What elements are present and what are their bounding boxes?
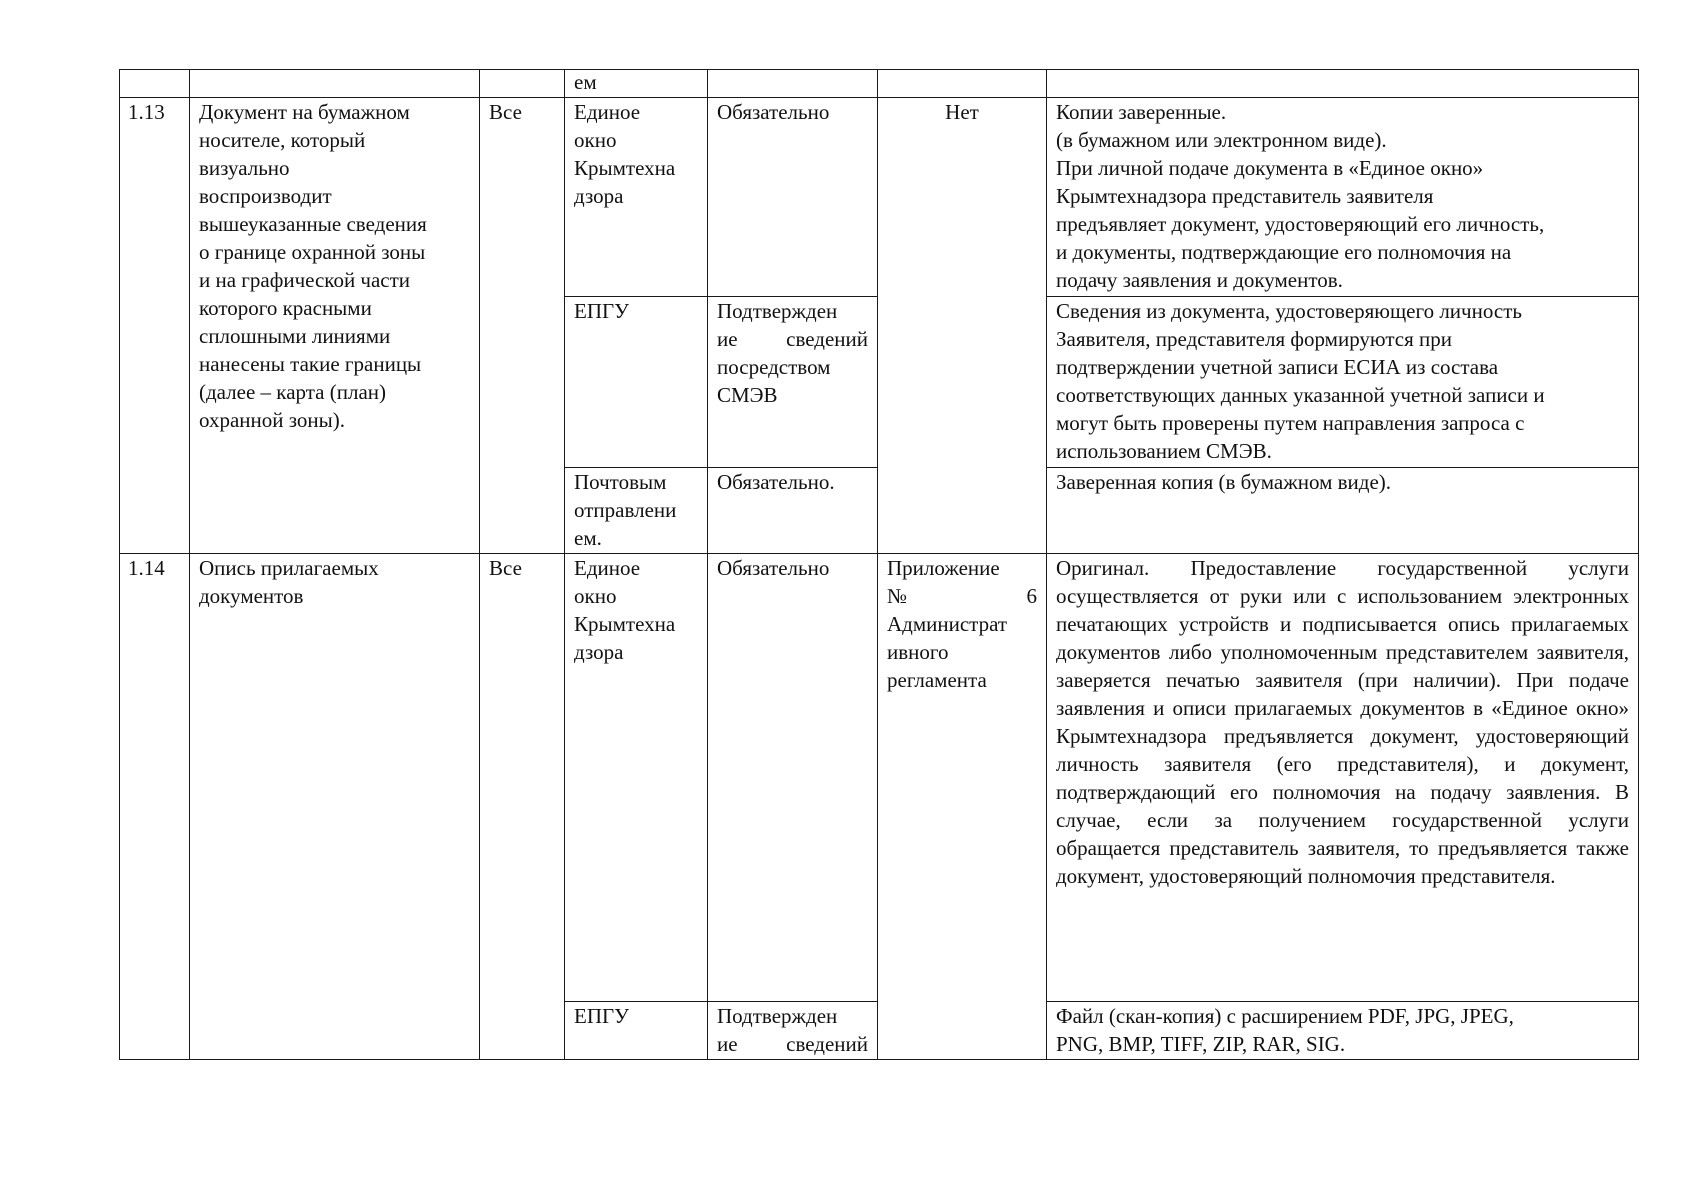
cell-document-name-1-14 — [190, 554, 480, 1060]
cell-channel — [565, 297, 708, 468]
name-line: охранной зоны). — [199, 408, 346, 432]
name-line: вышеуказанные сведения — [199, 212, 427, 236]
category-text: Все — [489, 100, 522, 124]
cell-note — [1047, 554, 1639, 1002]
requirement-line: посредством — [717, 355, 831, 379]
note-line: подтверждении учетной записи ЕСИА из состава — [1056, 355, 1499, 379]
channel-line: Единое — [574, 556, 641, 580]
cell-channel — [565, 70, 708, 98]
category-text: Все — [489, 556, 522, 580]
cell-requirement — [708, 98, 878, 297]
cell-category-1-14 — [480, 554, 565, 1060]
cell-number-1-14 — [120, 554, 190, 1060]
note-line: Копии заверенные. — [1056, 100, 1227, 124]
name-line: о границе охранной зоны — [199, 240, 426, 264]
note-line: Заверенная копия (в бумажном виде). — [1056, 470, 1392, 494]
cell-note — [1047, 98, 1639, 297]
name-line: сплошными линиями — [199, 324, 391, 348]
note-line: Крымтехнадзора представитель заявителя — [1056, 184, 1434, 208]
cell-note — [1047, 70, 1639, 98]
cell-note — [1047, 297, 1639, 468]
channel-line: Единое — [574, 100, 641, 124]
basis-line: ивного — [887, 640, 949, 664]
basis-line: Приложение — [887, 556, 1000, 580]
name-line: носителе, который — [199, 128, 366, 152]
note-line: и документы, подтверждающие его полномочия на — [1056, 240, 1512, 264]
channel-line: ем. — [574, 526, 602, 550]
channel-line: Крымтехна — [574, 156, 676, 180]
name-line: Опись прилагаемых — [199, 556, 379, 580]
note-line: предъявляет документ, удостоверяющий его личность, — [1056, 212, 1545, 236]
basis-line: регламента — [887, 668, 987, 692]
channel-line: дзора — [574, 640, 624, 664]
note-line: PNG, BMP, TIFF, ZIP, RAR, SIG. — [1056, 1032, 1346, 1056]
cell-category-1-13 — [480, 98, 565, 554]
cell-channel — [565, 468, 708, 554]
row-number: 1.14 — [128, 556, 165, 580]
requirement-line: Обязательно. — [717, 470, 835, 494]
channel-line: Крымтехна — [574, 612, 676, 636]
name-line: воспроизводит — [199, 184, 332, 208]
table-row-1-13-window — [120, 98, 1639, 297]
cell-requirement — [708, 297, 878, 468]
cell-document-name-1-13 — [190, 98, 480, 554]
cell-requirement — [708, 1002, 878, 1060]
cell-document-name — [190, 70, 480, 98]
name-line: которого красными — [199, 296, 372, 320]
table-row-continuation — [120, 70, 1639, 98]
requirement-line: Обязательно — [717, 100, 830, 124]
cell-basis-1-13 — [878, 98, 1047, 554]
channel-line: окно — [574, 584, 617, 608]
cell-number-1-13 — [120, 98, 190, 554]
name-line: и на графической части — [199, 268, 411, 292]
requirement-line: Подтвержден — [717, 1004, 838, 1028]
name-line: визуально — [199, 156, 290, 180]
channel-line: Почтовым — [574, 470, 667, 494]
requirement-line: Подтвержден — [717, 299, 838, 323]
cell-requirement — [708, 70, 878, 98]
channel-line: дзора — [574, 184, 624, 208]
cell-requirement — [708, 468, 878, 554]
note-line: могут быть проверены путем направления запроса с — [1056, 411, 1525, 435]
channel-line: ЕПГУ — [574, 1004, 630, 1028]
channel-text: ем — [574, 70, 597, 94]
requirement-line: ие сведений — [717, 1032, 868, 1056]
channel-line: отправлени — [574, 498, 677, 522]
cell-channel — [565, 554, 708, 1002]
cell-note — [1047, 1002, 1639, 1060]
channel-line: ЕПГУ — [574, 299, 630, 323]
cell-basis-1-14 — [878, 554, 1047, 1060]
note-line: При личной подаче документа в «Единое окно» — [1056, 156, 1484, 180]
requirement-line: Обязательно — [717, 556, 830, 580]
note-line: соответствующих данных указанной учетной записи и — [1056, 383, 1545, 407]
note-line: (в бумажном или электронном виде). — [1056, 128, 1387, 152]
table-row-1-14-window — [120, 554, 1639, 1002]
note-line: Файл (скан-копия) с расширением PDF, JPG, JPEG, — [1056, 1004, 1514, 1028]
requirement-line: СМЭВ — [717, 383, 778, 407]
basis-text: Нет — [945, 100, 979, 124]
cell-channel — [565, 98, 708, 297]
note-line: подачу заявления и документов. — [1056, 268, 1343, 292]
cell-category — [480, 70, 565, 98]
basis-line: № 6 — [887, 584, 1037, 608]
channel-line: окно — [574, 128, 617, 152]
cell-requirement — [708, 554, 878, 1002]
note-line: Заявителя, представителя формируются при — [1056, 327, 1452, 351]
note-paragraph: Оригинал. Предоставление государственной услуги осуществляется от руки или с использованием электронных печатающих устройств и подписывается опись прилагаемых документов либо уполномоченным представителем заявителя, заверяется печатью заявителя (при наличии). При подаче заявления и описи прилагаемых документов в «Единое окно» Крымтехнадзора предъявляется документ, удостоверяющий личность заявителя (его представителя), и документ, подтверждающий его полномочия на подачу заявления. В случае, если за получением государственной услуги обращается представитель заявителя, то предъявляется также документ, удостоверяющий полномочия представителя. — [1056, 556, 1629, 888]
cell-basis — [878, 70, 1047, 98]
name-line: (далее – карта (план) — [199, 380, 387, 404]
name-line: Документ на бумажном — [199, 100, 410, 124]
requirement-line: ие сведений — [717, 327, 868, 351]
note-line: использованием СМЭВ. — [1056, 439, 1272, 463]
name-line: нанесены такие границы — [199, 352, 422, 376]
cell-number — [120, 70, 190, 98]
document-table — [119, 69, 1639, 1060]
cell-channel — [565, 1002, 708, 1060]
basis-line: Администрат — [887, 612, 1008, 636]
row-number: 1.13 — [128, 100, 165, 124]
name-line: документов — [199, 584, 304, 608]
cell-note — [1047, 468, 1639, 554]
note-line: Сведения из документа, удостоверяющего личность — [1056, 299, 1522, 323]
